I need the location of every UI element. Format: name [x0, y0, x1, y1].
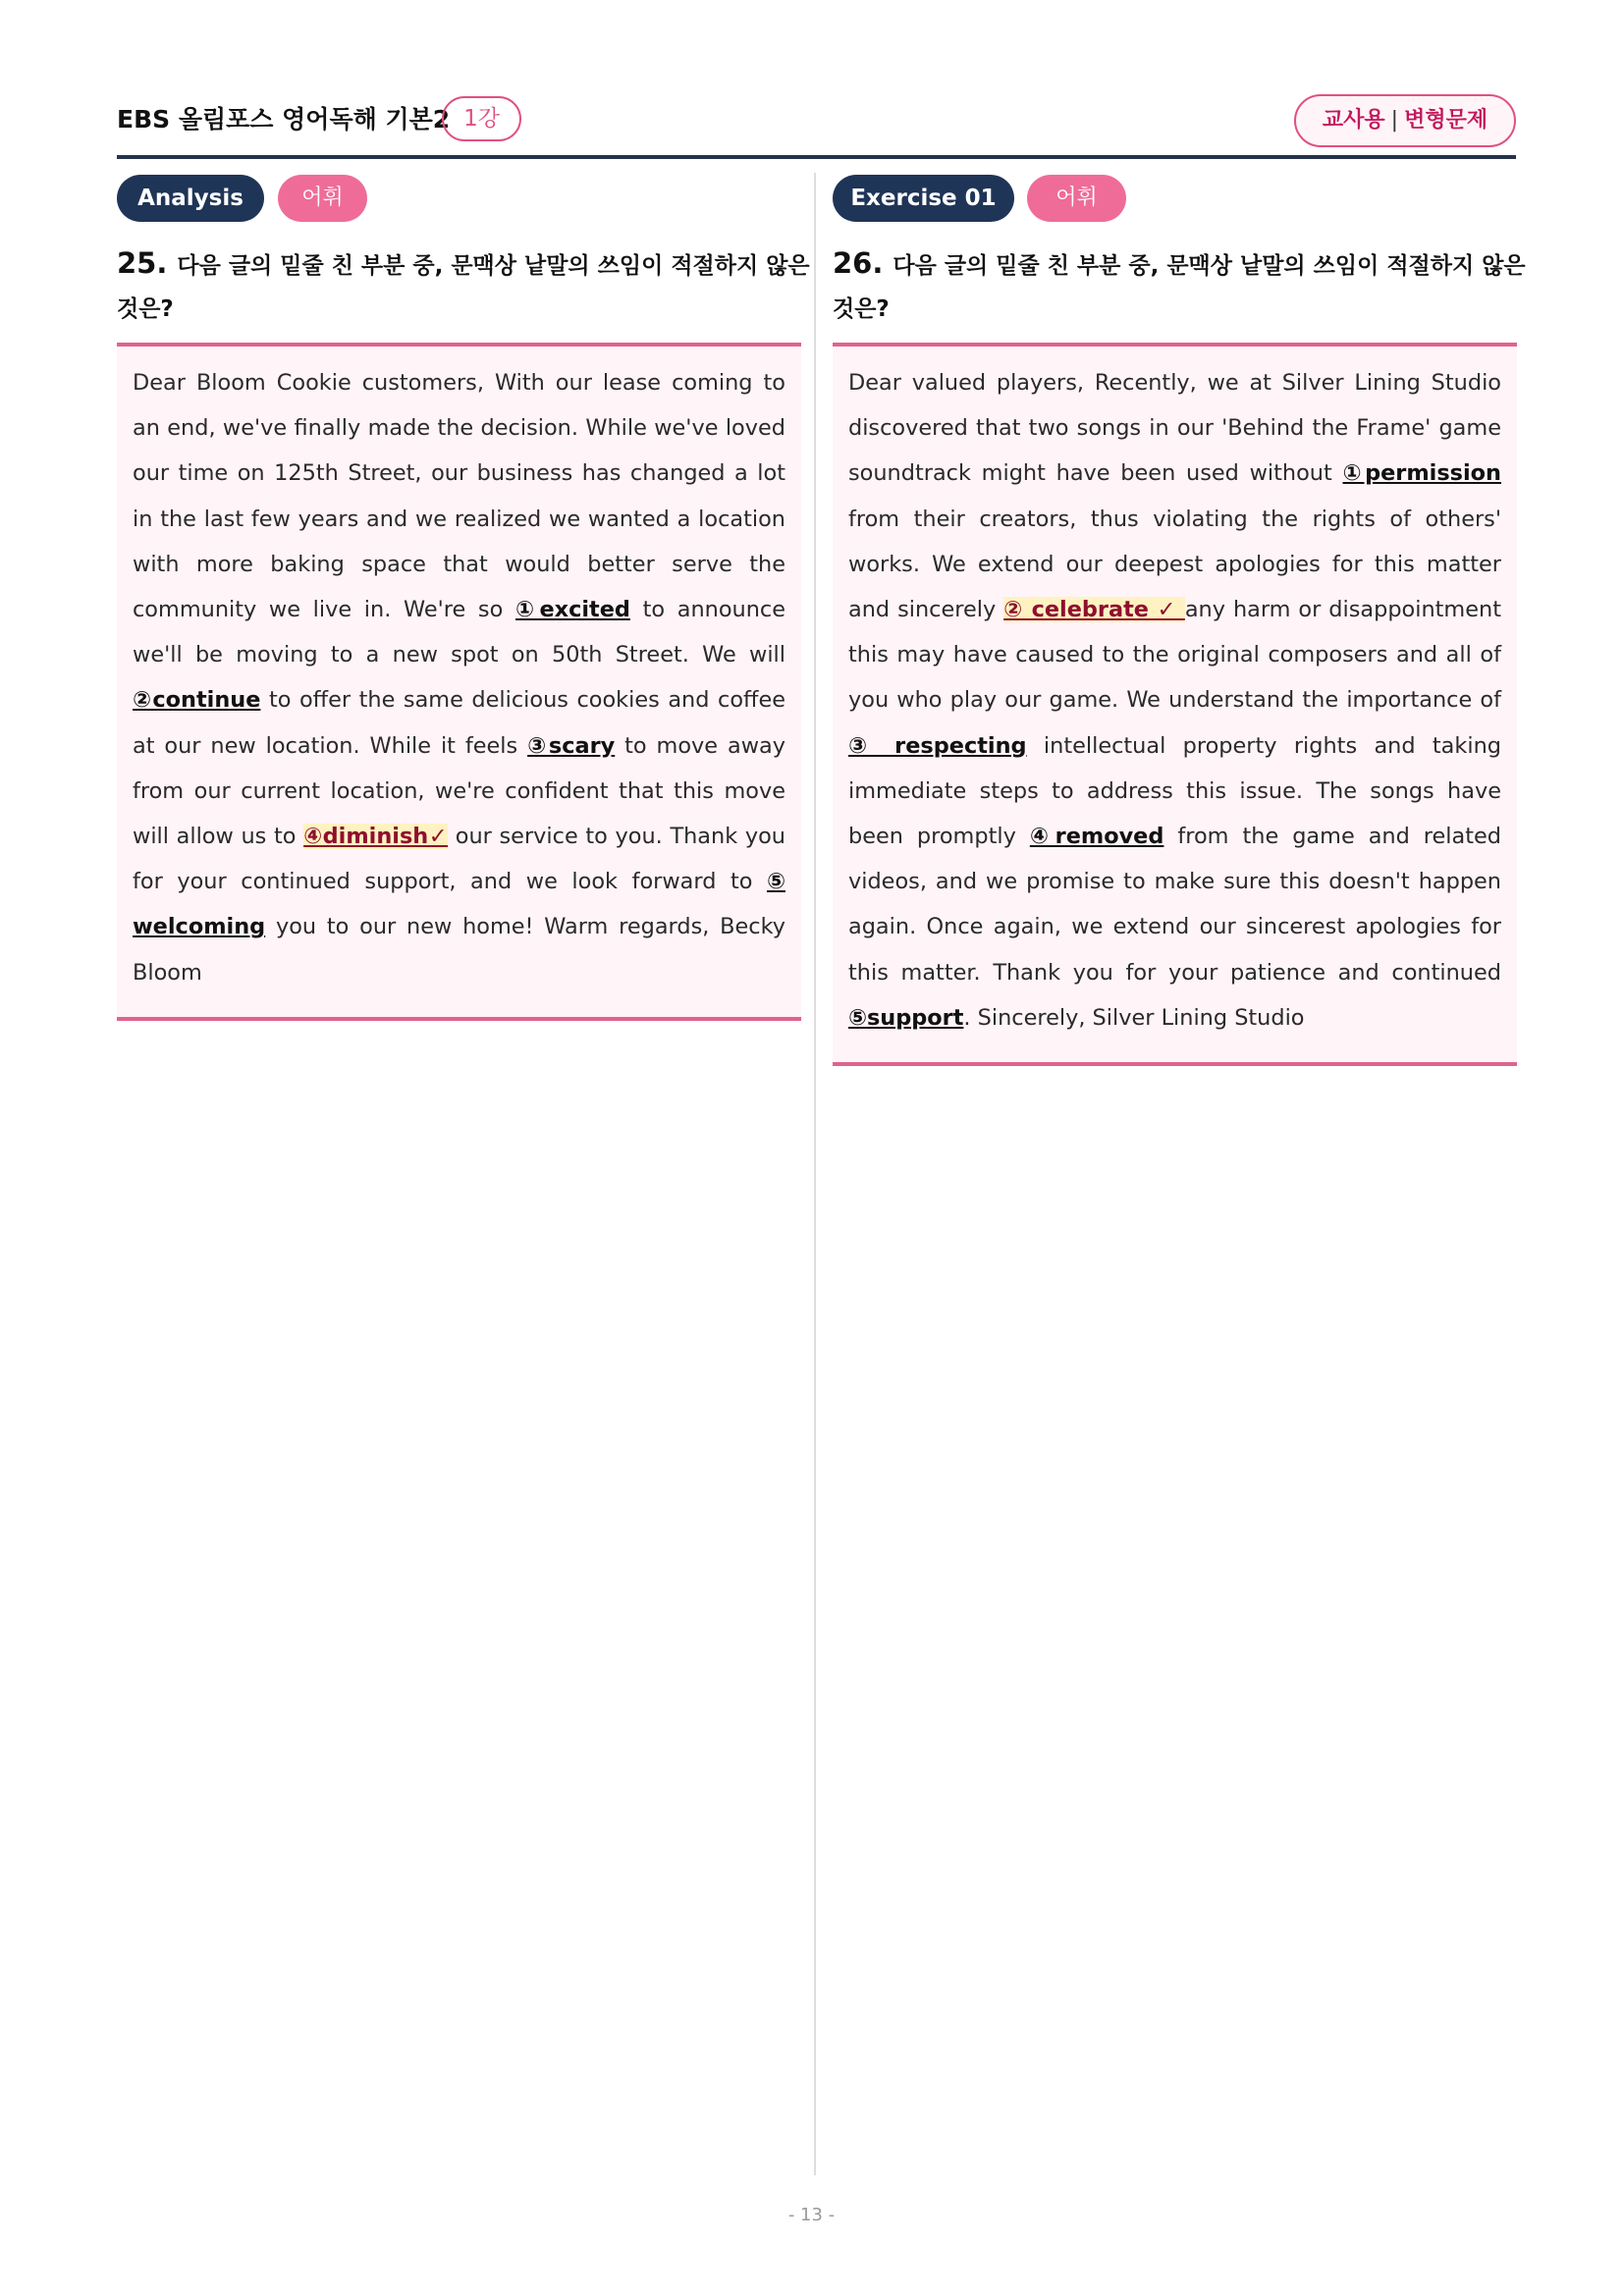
question-text: 다음 글의 밑줄 친 부분 중, 문맥상 낱말의 쓰임이 적절하지 않은 [177, 253, 810, 279]
option-3-scary: ③scary [527, 732, 616, 759]
passage-text: you to our new home! Warm regards, Becky Bloom [133, 914, 785, 986]
analysis-tag: Analysis [117, 175, 264, 222]
option-2-continue: ②continue [133, 687, 261, 714]
type-separator: | [1390, 108, 1399, 133]
passage-text: from their creators, thus violating the rights of others' works. We extend our deepest apologies for this matter and sincerely [848, 506, 1501, 623]
right-column [833, 173, 1526, 1066]
option-5-support: ⑤support [848, 1004, 964, 1031]
page-header [117, 94, 1516, 159]
type-variant-label: 변형문제 [1404, 108, 1488, 133]
lesson-badge: 1강 [442, 96, 521, 141]
question-text: 다음 글의 밑줄 친 부분 중, 문맥상 낱말의 쓰임이 적절하지 않은 [893, 253, 1526, 279]
passage-text: Dear valued players, Recently, we at Silver Lining Studio discovered that two songs in our 'Behind the Frame' game soundtrack might have been used without [848, 370, 1501, 487]
passage-26 [833, 347, 1517, 1066]
option-4-diminish-answer: ④diminish✓ [303, 824, 449, 850]
passage-text: to move away from our current location, we're confident that this move will allow us to [133, 732, 785, 850]
document-type-badge [1294, 94, 1516, 147]
passage-text: any harm or disappointment this may have caused to the original composers and all of you who play our game. We understand the importance of [848, 597, 1501, 714]
question-text-cont: 것은? [117, 296, 174, 322]
vocabulary-tag: 어휘 [278, 175, 367, 222]
question-number: 25. [117, 246, 168, 280]
passage-25 [117, 347, 801, 1021]
question-number: 26. [833, 246, 884, 280]
question-26 [833, 241, 1526, 347]
option-1-permission: ①permission [1342, 460, 1501, 487]
passage-text: intellectual property rights and taking immediate steps to address this issue. The songs have been promptly [848, 732, 1501, 850]
exercise-tag: Exercise 01 [833, 175, 1014, 222]
passage-text: to announce we'll be moving to a new spot on 50th Street. We will [133, 597, 786, 668]
option-3-respecting: ③ respecting [848, 732, 1027, 759]
option-1-excited: ①excited [514, 597, 630, 623]
question-text-cont: 것은? [833, 296, 890, 322]
left-column [117, 173, 810, 1021]
column-divider [814, 173, 816, 2175]
option-2-celebrate-answer: ② celebrate ✓ [1003, 597, 1185, 623]
book-title: EBS 올림포스 영어독해 기본2 [117, 105, 451, 133]
page-number: - 13 - [787, 2205, 836, 2225]
option-5-welcoming: ⑤ welcoming [133, 869, 785, 940]
type-teacher-label: 교사용 [1322, 108, 1385, 133]
passage-text: Dear Bloom Cookie customers, With our lease coming to an end, we've finally made the decision. While we've loved our time on 125th Street, our business has changed a lot in the last few years and we realized we wanted a location with more baking space that would better serve the community we live in. We're so [133, 370, 785, 623]
vocabulary-tag: 어휘 [1027, 175, 1126, 222]
left-tags [117, 173, 801, 222]
passage-text: our service to you. Thank you for your continued support, and we look forward to [133, 824, 785, 895]
passage-text: from the game and related videos, and we promise to make sure this doesn't happen again. Once again, we extend our sincerest apologies for this matter. Thank you for your patience and continued [848, 824, 1502, 986]
passage-text: to offer the same delicious cookies and coffee at our new location. While it feels [133, 687, 785, 759]
passage-text: . Sincerely, Silver Lining Studio [963, 1004, 1305, 1031]
option-4-removed: ④removed [1029, 824, 1164, 850]
question-25 [117, 241, 810, 347]
right-tags [833, 173, 1517, 222]
